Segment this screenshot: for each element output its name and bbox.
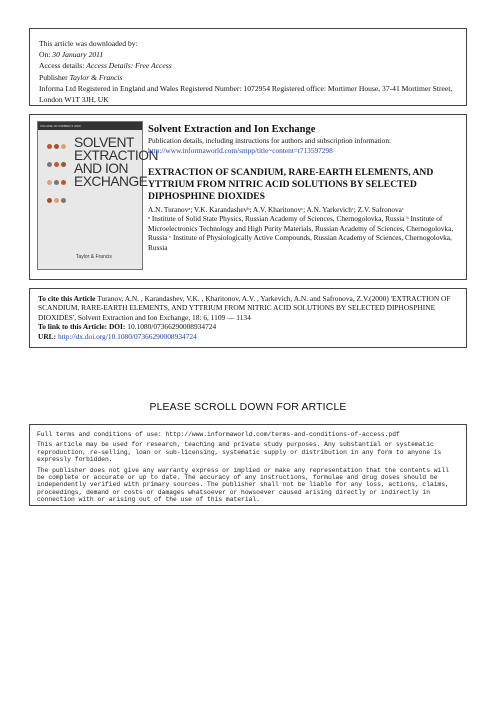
doi-url-link[interactable]: http://dx.doi.org/10.1080/07366290008934724 xyxy=(57,331,197,341)
cover-dot xyxy=(54,198,59,203)
article-title: EXTRACTION OF SCANDIUM, RARE-EARTH ELEMENTS, AND YTTRIUM FROM NITRIC ACID SOLUTIONS BY SELECTED DIPHOSPHINE DIOXIDES xyxy=(148,167,434,202)
publication-details: Publication details, including instructions for authors and subscription information: xyxy=(148,136,391,145)
citation-box xyxy=(29,288,467,348)
cover-issue-strip: VOLUME 18 NUMBER 6 2000 xyxy=(38,122,142,130)
cover-publisher-logo: Taylor & Francis xyxy=(76,254,112,260)
url-line: URL: http://dx.doi.org/10.1080/07366290008934724 xyxy=(38,331,197,341)
cover-dot xyxy=(61,180,66,185)
access-details: Access details: Access Details: Free Access xyxy=(39,61,172,71)
author-affiliations: ᵃ Institute of Solid State Physics, Russian Academy of Sciences, Chernogolovka, Russia ᵇ Institute of Microelectronics Technology and High Purity Materials, Russian Academy of Sciences, Chernogolovka, Russia ᶜ Institute of Physiologically Active Compounds, Russian Academy of Sciences, Chernogolovka, Russia xyxy=(148,214,454,252)
download-date: On: 30 January 2011 xyxy=(39,50,104,60)
download-line: This article was downloaded by: xyxy=(39,39,138,48)
cover-dot xyxy=(61,162,66,167)
cite-article: To cite this Article Turanov, A.N. , Karandashev, V.K. , Kharitonov, A.V. , Yarkevich, A.N. and Safronova, Z.V.(2000) 'EXTRACTION OF SCANDIUM, RARE-EARTH ELEMENTS, AND YTTRIUM FROM NITRIC ACID SOLUTIONS BY SELECTED DIPHOSPHINE DIOXIDES', Solvent Extraction and Ion Exchange, 18: 6, 1109 — 1134 xyxy=(38,294,451,322)
cover-dot xyxy=(47,144,52,149)
terms-box xyxy=(29,424,467,506)
terms-link-line: Full terms and conditions of use: http://www.informaworld.com/terms-and-conditions-of-access.pdf xyxy=(37,431,400,438)
terms-url-link[interactable]: http://www.informaworld.com/terms-and-conditions-of-access.pdf xyxy=(165,431,400,438)
scroll-down-message: PLEASE SCROLL DOWN FOR ARTICLE xyxy=(149,402,347,413)
terms-disclaimer-paragraph: The publisher does not give any warranty express or implied or make any representation that the contents will be complete or accurate or up to date. The accuracy of any instructions, formulae and drug doses should be independently verified with primary sources. The publisher shall not be liable for any loss, actions, claims, proceedings, demand or costs or damages whatsoever or howsoever caused arising directly or indirectly in connection with or arising out of the use of this material. xyxy=(37,466,449,504)
cover-dot xyxy=(61,198,66,203)
cover-dot xyxy=(61,144,66,149)
cover-dots-graphic xyxy=(46,137,70,209)
cover-dot xyxy=(47,162,52,167)
journal-cover-image xyxy=(37,121,158,270)
cover-dot xyxy=(47,198,52,203)
registration-info: Informa Ltd Registered in England and Wales Registered Number: 1072954 Registered office: Mortimer House, 37-41 Mortimer Street, London W1T 3JH, UK xyxy=(39,83,453,105)
doi-line: To link to this Article: DOI: 10.1080/07366290008934724 xyxy=(38,322,217,332)
cover-dot xyxy=(47,180,52,185)
journal-url-link[interactable]: http://www.informaworld.com/smpp/title~content=t713597298 xyxy=(148,145,333,155)
article-authors: A.N. Turanovᵃ; V.K. Karandashevᵇ; A.V. Kharitonovᶜ; A.N. Yarkevichᶜ; Z.V. Safronovaᶜ xyxy=(148,205,404,214)
publisher-line: Publisher Taylor & Francis xyxy=(39,72,123,82)
cover-dot xyxy=(54,180,59,185)
download-info-box xyxy=(29,28,467,106)
journal-title: Solvent Extraction and Ion Exchange xyxy=(148,124,316,135)
terms-usage-paragraph: This article may be used for research, teaching and private study purposes. Any substantial or systematic reproduction, re-selling, loan or sub-licensing, systematic supply or distribution in any form to anyone is expressly forbidden. xyxy=(37,441,442,464)
cover-dot xyxy=(54,144,59,149)
cover-dot xyxy=(54,162,59,167)
journal-info-box xyxy=(29,114,467,280)
cover-title: SOLVENT EXTRACTION AND ION EXCHANGE xyxy=(74,135,158,189)
